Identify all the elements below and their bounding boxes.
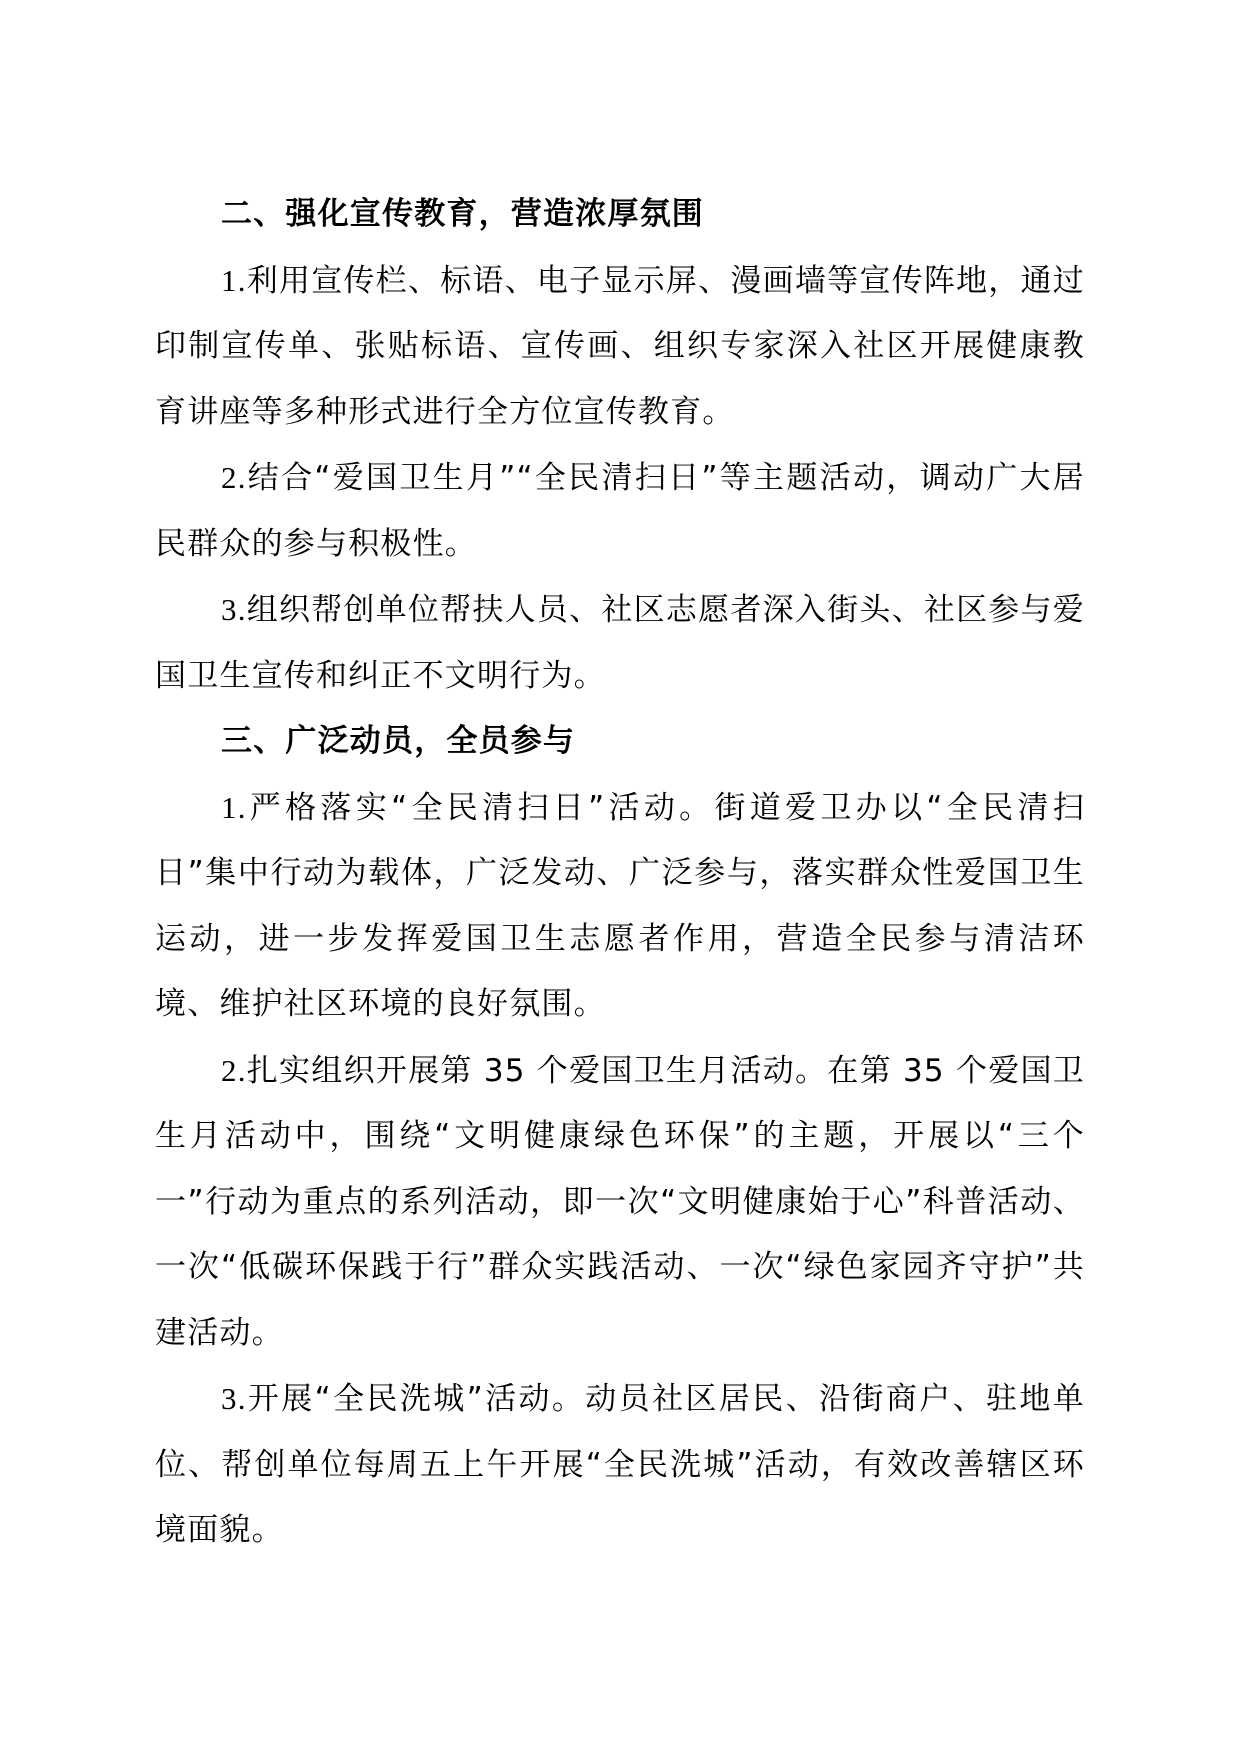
item-number: 2. <box>221 460 247 495</box>
item-number: 1. <box>221 789 247 825</box>
paragraph <box>155 1366 1085 1564</box>
section-publicity-education <box>155 182 1085 709</box>
paragraph <box>155 248 1085 446</box>
paragraph-text: 组织帮创单位帮扶人员、社区志愿者深入街头、社区参与爱国卫生宣传和纠正不文明行为。 <box>155 592 1085 694</box>
paragraph-text: 扎实组织开展第 35 个爱国卫生月活动。在第 35 个爱国卫生月活动中，围绕“文明健康绿色环保”的主题，开展以“三个一”行动为重点的系列活动，即一次“文明健康始于心”科普活动、一次“低碳环保践于行”群众实践活动、一次“绿色家园齐守护”共建活动。 <box>155 1052 1085 1351</box>
section-heading: 三、广泛动员，全员参与 <box>221 723 576 759</box>
paragraph-text: 严格落实“全民清扫日”活动。街道爱卫办以“全民清扫日”集中行动为载体，广泛发动、广泛参与，落实群众性爱国卫生运动，进一步发挥爱国卫生志愿者作用，营造全民参与清洁环境、维护社区环境的良好氛围。 <box>155 789 1085 1022</box>
item-number: 3. <box>221 592 247 627</box>
paragraph <box>155 775 1085 1038</box>
paragraph <box>155 1038 1085 1367</box>
item-number: 3. <box>221 1381 247 1416</box>
paragraph-text: 利用宣传栏、标语、电子显示屏、漫画墙等宣传阵地，通过印制宣传单、张贴标语、宣传画、组织专家深入社区开展健康教育讲座等多种形式进行全方位宣传教育。 <box>155 262 1085 430</box>
item-number: 2. <box>221 1052 247 1088</box>
section-heading: 二、强化宣传教育，营造浓厚氛围 <box>221 196 704 232</box>
item-number: 1. <box>221 262 247 298</box>
paragraph-text: 结合“爱国卫生月”“全民清扫日”等主题活动，调动广大居民群众的参与积极性。 <box>155 460 1085 562</box>
paragraph <box>155 445 1085 577</box>
document-body <box>155 182 1085 1564</box>
paragraph-text: 开展“全民洗城”活动。动员社区居民、沿街商户、驻地单位、帮创单位每周五上午开展“全民洗城”活动，有效改善辖区环境面貌。 <box>155 1381 1085 1548</box>
section-mobilization <box>155 709 1085 1564</box>
paragraph <box>155 577 1085 709</box>
